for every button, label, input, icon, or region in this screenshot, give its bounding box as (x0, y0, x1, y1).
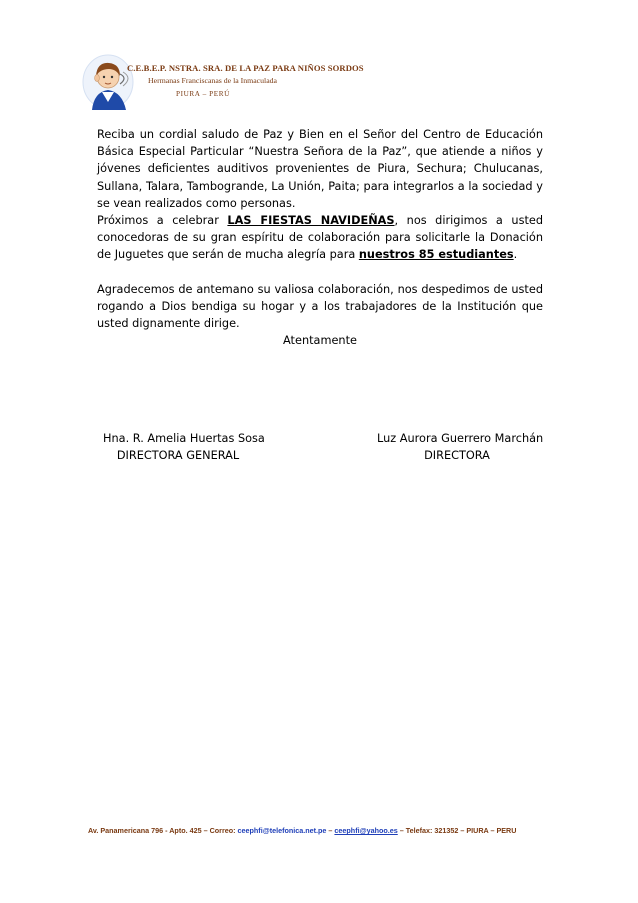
footer-contact (88, 826, 516, 835)
letter-closing: Atentamente (283, 334, 357, 348)
letter-body (97, 126, 543, 349)
p2-text-a: Próximos a celebrar (97, 214, 228, 228)
footer-email-yahoo[interactable]: ceephfi@yahoo.es (334, 826, 398, 835)
footer-separator: – (326, 826, 335, 835)
p2-text-c: . (513, 248, 518, 262)
p2-text-b: , nos dirigimos a usted conocedoras de su gran espíritu de colaboración para solicitarle la Donación de Juguetes que serán de mucha alegría para (97, 214, 544, 262)
signature-right (377, 430, 544, 464)
signature-right-name: Luz Aurora Guerrero Marchán (377, 432, 544, 445)
signature-left (103, 430, 265, 464)
header-congregation: Hermanas Franciscanas de la Inmaculada (148, 76, 278, 85)
p2-emphasis-fiestas: LAS FIESTAS NAVIDEÑAS (227, 214, 395, 228)
footer-address: Av. Panamericana 796 - Apto. 425 – Correo: (88, 826, 238, 835)
signature-right-title: DIRECTORA (424, 449, 490, 462)
footer-telefax: – Telefax: 321352 – PIURA – PERU (397, 826, 517, 835)
header-location: PIURA – PERÚ (176, 90, 230, 98)
signature-left-name: Hna. R. Amelia Huertas Sosa (103, 432, 265, 445)
letter-paragraph-3: Agradecemos de antemano su valiosa colaboración, nos despedimos de usted rogando a Dios bendiga su hogar y a los trabajadores de la Institución que usted dignamente dirige. (97, 282, 543, 331)
footer-email-telefonica[interactable]: ceephfi@telefonica.net.pe (237, 826, 327, 835)
header-school-name: C.E.B.E.P. NSTRA. SRA. DE LA PAZ PARA NIÑOS SORDOS (127, 63, 364, 73)
letter-paragraph-1: Reciba un cordial saludo de Paz y Bien en el Señor del Centro de Educación Básica Especial Particular “Nuestra Señora de la Paz”, que atiende a niños y jóvenes deficientes auditivos provenientes de Piura, Sechura; Chulucanas, Sullana, Talara, Tambogrande, La Unión, Paita; para integrarlos a la sociedad y se vean realizados como personas. (97, 128, 543, 210)
letter-paragraph-2 (97, 212, 543, 264)
p2-emphasis-students: nuestros 85 estudiantes (358, 248, 514, 262)
school-logo-child-icon (82, 52, 136, 112)
signature-left-title: DIRECTORA GENERAL (116, 449, 240, 462)
